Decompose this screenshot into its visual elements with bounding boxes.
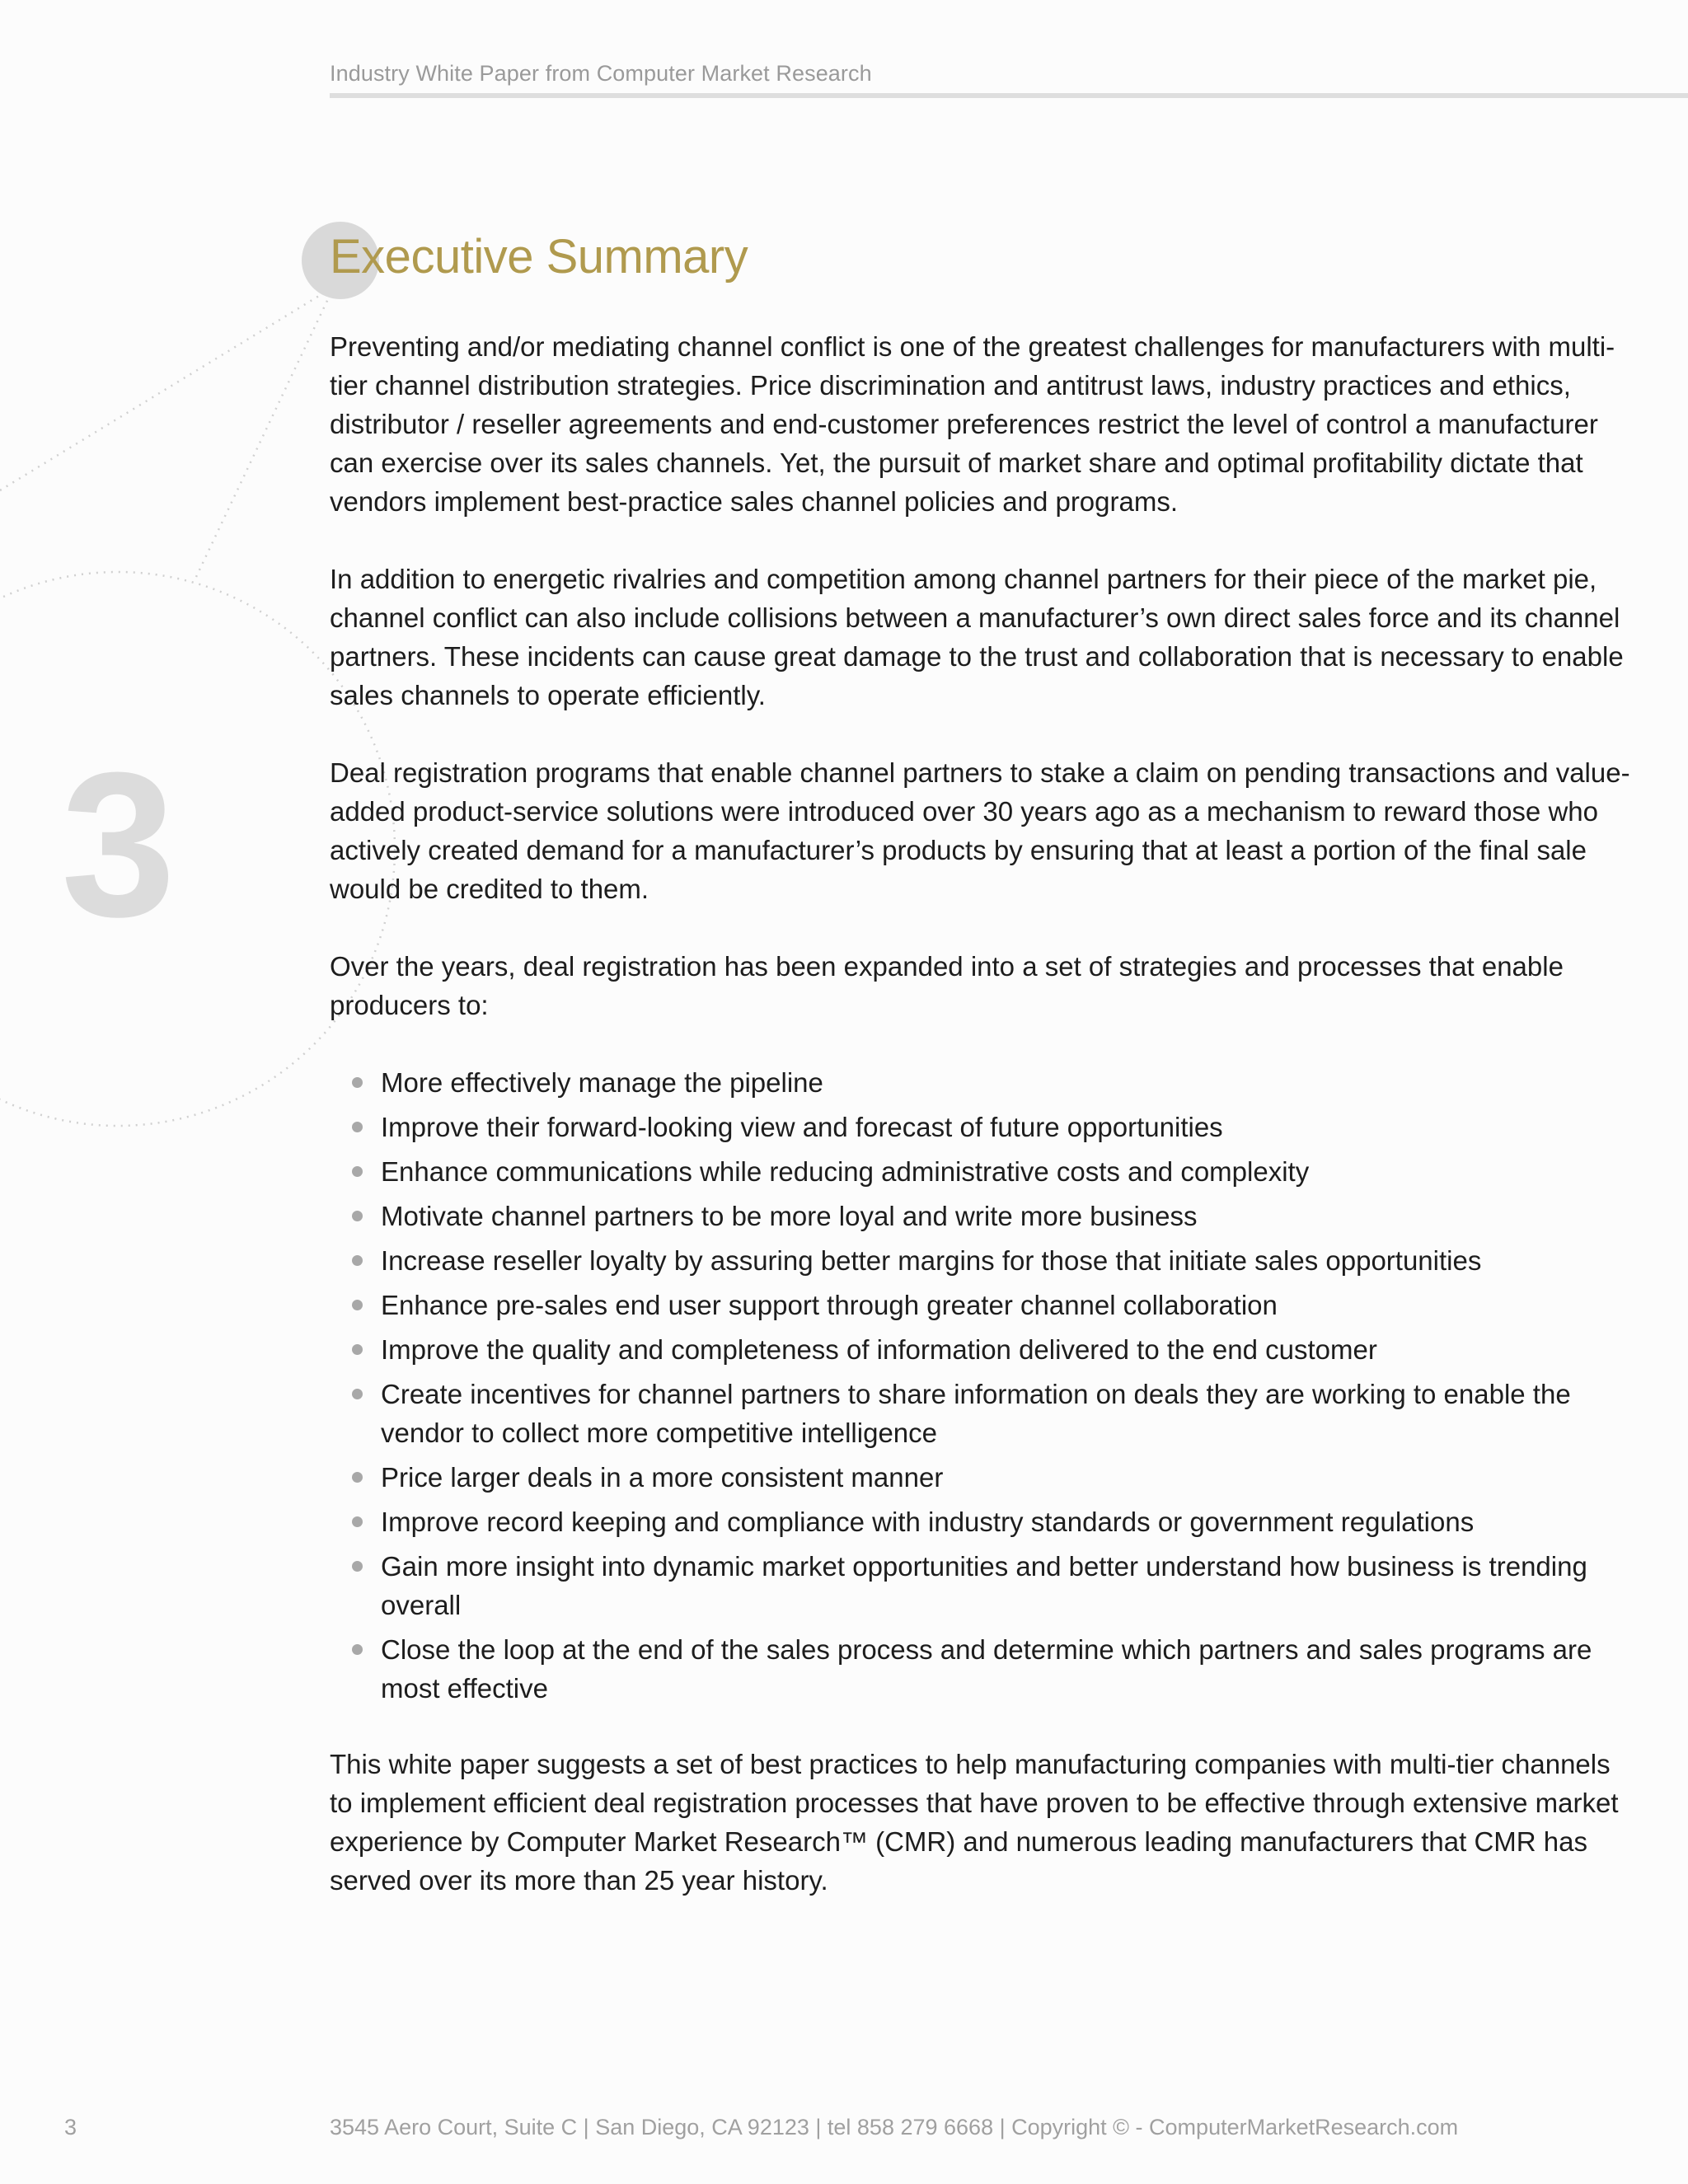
bullet-dot-icon [352, 1389, 363, 1399]
page-number: 3 [64, 2115, 77, 2139]
footer-contact: 3545 Aero Court, Suite C | San Diego, CA 92123 | tel 858 279 6668 | Copyright © - ComputerMarketResearch.com [330, 2115, 1459, 2139]
bullet-dot-icon [352, 1561, 363, 1572]
list-item-text: Enhance pre-sales end user support through greater channel collaboration [381, 1290, 1278, 1320]
list-item-text: Improve the quality and completeness of information delivered to the end customer [381, 1334, 1377, 1365]
list-item [330, 1330, 1632, 1369]
list-item-text: Price larger deals in a more consistent manner [381, 1462, 944, 1493]
list-item [330, 1630, 1632, 1708]
list-item-text: Enhance communications while reducing administrative costs and complexity [381, 1156, 1310, 1187]
bullet-dot-icon [352, 1255, 363, 1266]
list-item [330, 1152, 1632, 1191]
list-item [330, 1241, 1632, 1280]
running-header: Industry White Paper from Computer Market Research [330, 61, 872, 86]
bullet-dot-icon [352, 1516, 363, 1527]
list-item [330, 1063, 1632, 1102]
bullet-dot-icon [352, 1122, 363, 1132]
list-item [330, 1108, 1632, 1146]
bullet-dot-icon [352, 1644, 363, 1655]
decorative-dotted-line [0, 287, 334, 490]
list-item [330, 1286, 1632, 1324]
list-item [330, 1375, 1632, 1452]
bullet-dot-icon [352, 1344, 363, 1355]
bullet-dot-icon [352, 1211, 363, 1221]
chapter-number: 3 [61, 729, 173, 959]
list-item-text: Improve their forward-looking view and forecast of future opportunities [381, 1112, 1223, 1142]
list-item-text: Increase reseller loyalty by assuring better margins for those that initiate sales opportunities [381, 1245, 1482, 1276]
paragraph: Over the years, deal registration has been expanded into a set of strategies and processes that enable producers to: [330, 951, 1564, 1020]
bullet-dot-icon [352, 1472, 363, 1483]
bullet-dot-icon [352, 1077, 363, 1088]
list-item-text: Improve record keeping and compliance with industry standards or government regulations [381, 1507, 1475, 1537]
list-item [330, 1197, 1632, 1235]
list-item [330, 1547, 1632, 1624]
list-item-text: Create incentives for channel partners to share information on deals they are working to enable the vendor to collect more competitive intelligence [381, 1379, 1571, 1448]
paragraph: In addition to energetic rivalries and competition among channel partners for their piece of the market pie, channel conflict can also include collisions between a manufacturer’s own direct sales force and its channel partners. These incidents can cause great damage to the trust and collaboration that is necessary to enable sales channels to operate efficiently. [330, 564, 1624, 710]
header-rule [330, 93, 1688, 98]
paragraph: Preventing and/or mediating channel conflict is one of the greatest challenges for manufacturers with multi-tier channel distribution strategies. Price discrimination and antitrust laws, industry practices and ethics, distributor / reseller agreements and end-customer preferences restrict the level of control a manufacturer can exercise over its sales channels. Yet, the pursuit of market share and optimal profitability dictate that vendors implement best-practice sales channel policies and programs. [330, 331, 1615, 517]
section-title: Executive Summary [330, 230, 748, 284]
bullet-dot-icon [352, 1300, 363, 1310]
paragraph: This white paper suggests a set of best practices to help manufacturing companies with multi-tier channels to implement efficient deal registration processes that have proven to be effective through extensive market experience by Computer Market Research™ (CMR) and numerous leading manufacturers that CMR has served over its more than 25 year history. [330, 1749, 1619, 1896]
paragraph: Deal registration programs that enable channel partners to stake a claim on pending transactions and value-added product-service solutions were introduced over 30 years ago as a mechanism to reward those who actively created demand for a manufacturer’s products by ensuring that at least a portion of the final sale would be credited to them. [330, 757, 1630, 904]
benefits-list [330, 1063, 1632, 1708]
list-item-text: Close the loop at the end of the sales process and determine which partners and sales programs are most effective [381, 1634, 1592, 1704]
body-content [330, 327, 1632, 1938]
list-item-text: Gain more insight into dynamic market opportunities and better understand how business is trending overall [381, 1551, 1587, 1620]
bullet-dot-icon [352, 1166, 363, 1177]
list-item-text: Motivate channel partners to be more loyal and write more business [381, 1201, 1198, 1231]
list-item [330, 1502, 1632, 1541]
decorative-dotted-line [196, 287, 334, 577]
list-item-text: More effectively manage the pipeline [381, 1067, 823, 1098]
list-item [330, 1458, 1632, 1497]
